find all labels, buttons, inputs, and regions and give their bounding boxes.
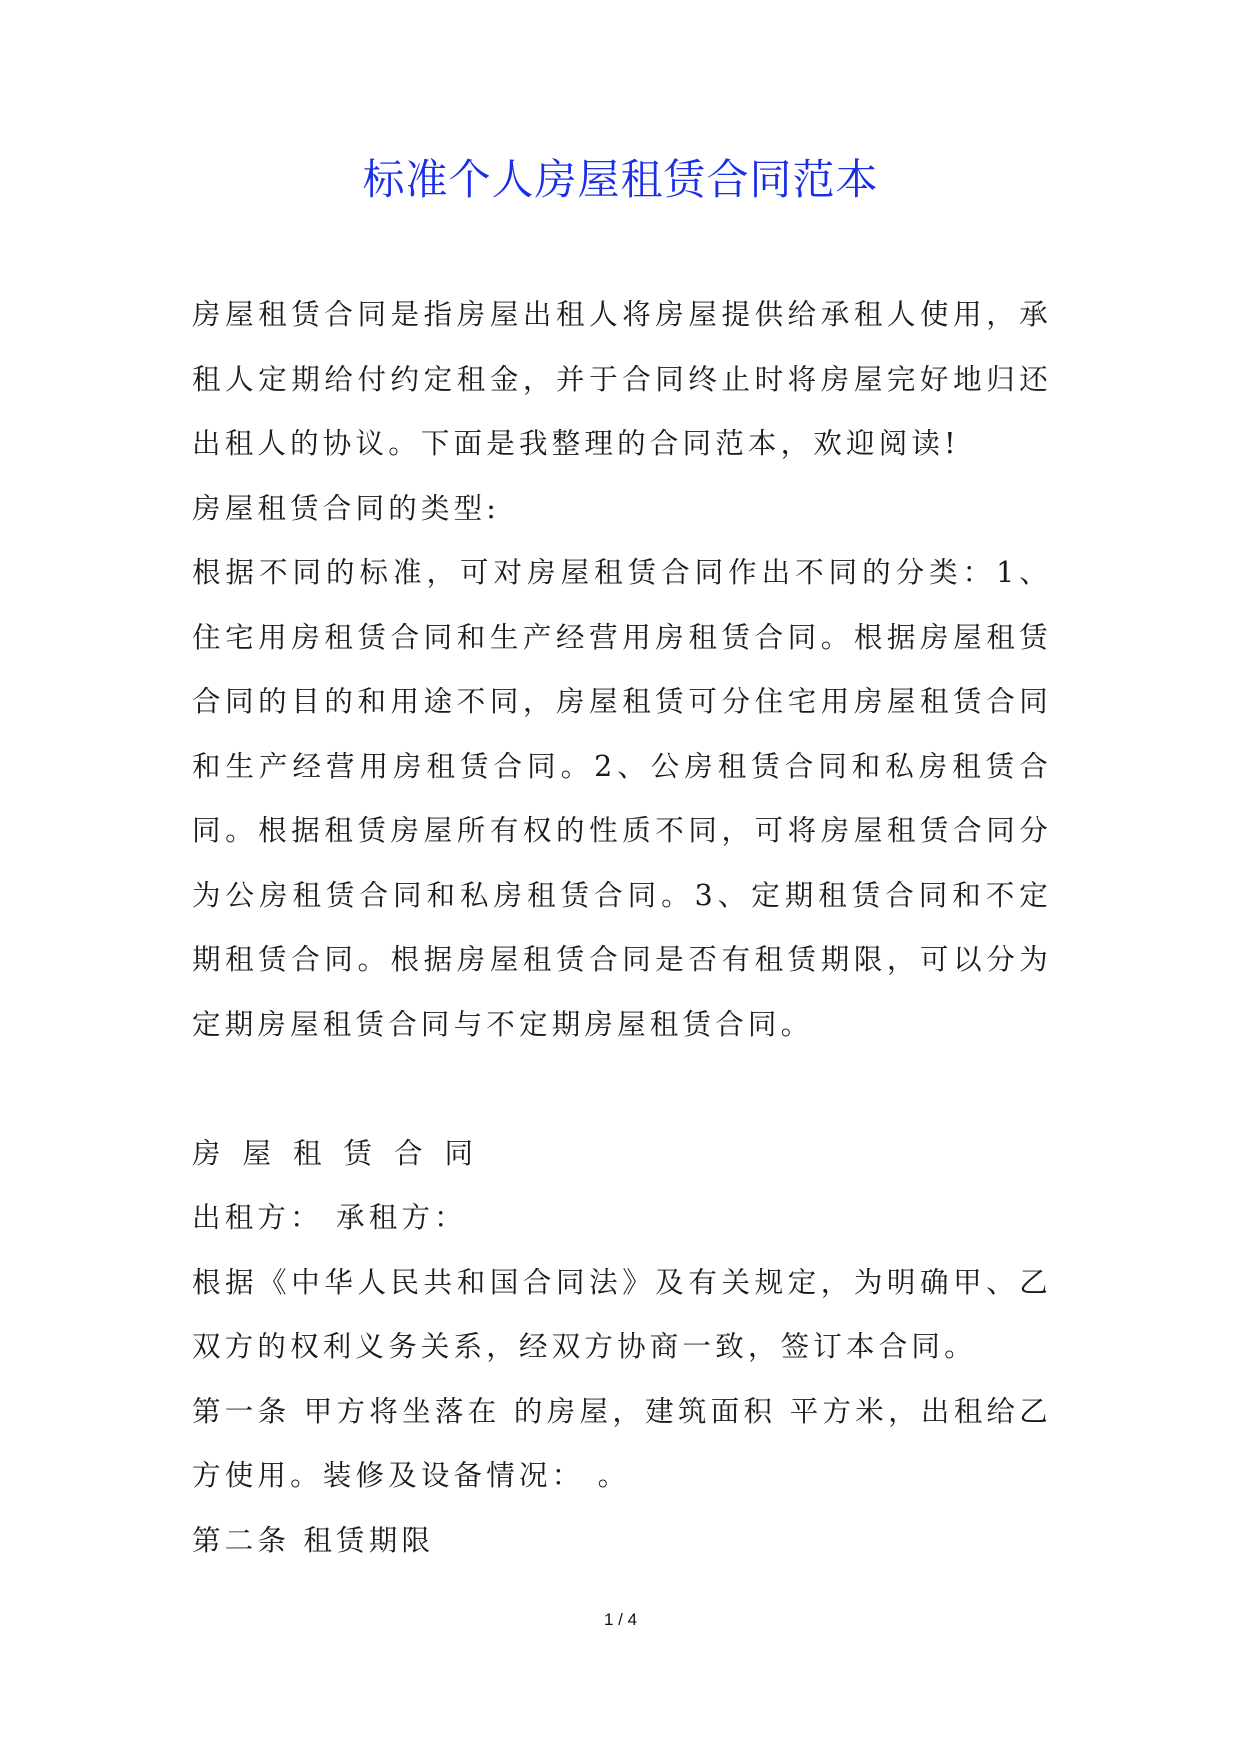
basis-paragraph: 根据《中华人民共和国合同法》及有关规定，为明确甲、乙双方的权利义务关系，经双方协商一致，签订本合同。 xyxy=(192,1265,1052,1363)
types-heading: 房屋租赁合同的类型: xyxy=(192,491,501,525)
contract-title: 房屋租赁合同 xyxy=(192,1136,496,1170)
article-2: 第二条 租赁期限 xyxy=(192,1523,435,1557)
page-number: 1 / 4 xyxy=(603,1610,638,1629)
document-body xyxy=(192,283,1052,1573)
intro-paragraph: 房屋租赁合同是指房屋出租人将房屋提供给承租人使用，承租人定期给付约定租金，并于合同终止时将房屋完好地归还出租人的协议。下面是我整理的合同范本，欢迎阅读! xyxy=(192,298,1052,460)
document-title: 标准个人房屋租赁合同范本 xyxy=(362,155,879,204)
parties-line: 出租方： 承租方： xyxy=(192,1201,467,1234)
paragraph-spacer xyxy=(192,1057,1052,1122)
article-1: 第一条 甲方将坐落在 的房屋，建筑面积 平方米，出租给乙方使用。装修及设备情况： 。 xyxy=(192,1394,1052,1492)
types-paragraph: 根据不同的标准，可对房屋租赁合同作出不同的分类：1、住宅用房租赁合同和生产经营用房租赁合同。根据房屋租赁合同的目的和用途不同，房屋租赁可分住宅用房屋租赁合同和生产经营用房租赁合同。2、公房租赁合同和私房租赁合同。根据租赁房屋所有权的性质不同，可将房屋租赁合同分为公房租赁合同和私房租赁合同。3、定期租赁合同和不定期租赁合同。根据房屋租赁合同是否有租赁期限，可以分为定期房屋租赁合同与不定期房屋租赁合同。 xyxy=(192,556,1052,1041)
